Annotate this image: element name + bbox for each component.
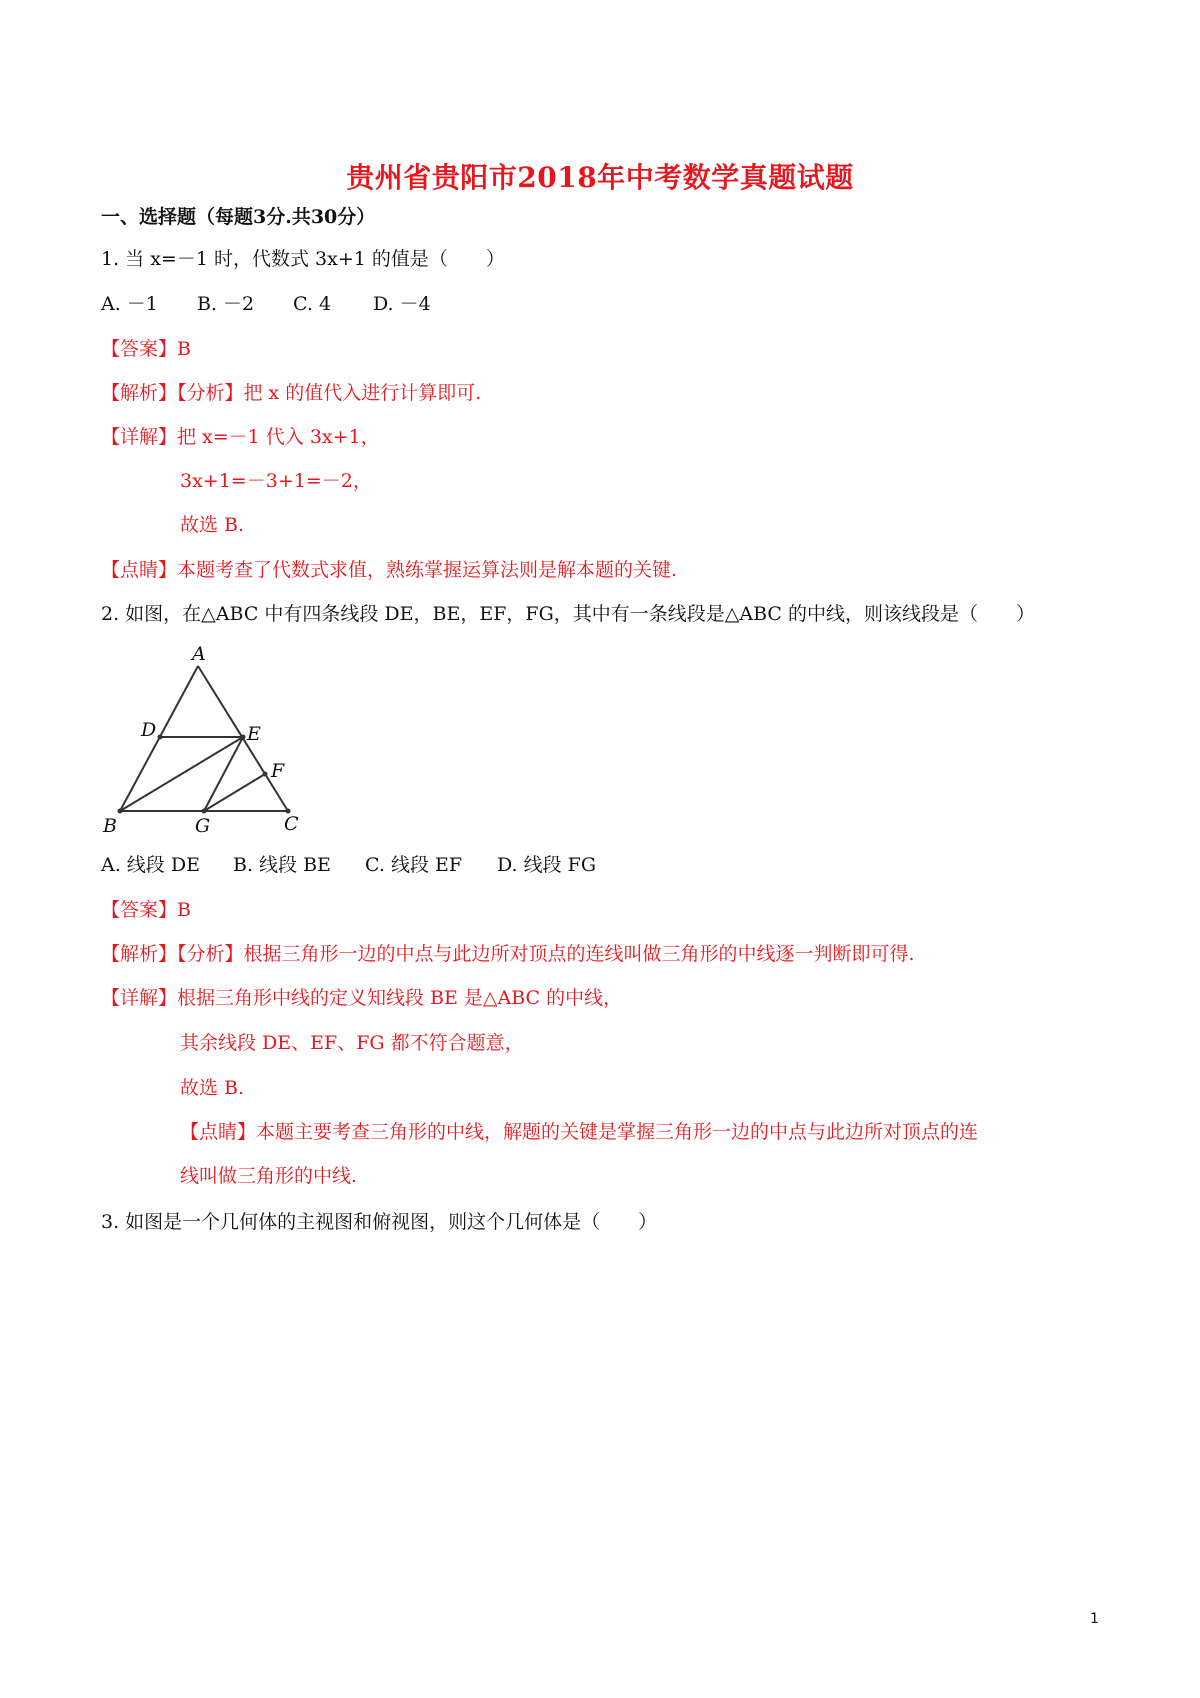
detail-2-line-2: 其余线段 DE、EF、FG 都不符合题意， — [180, 1032, 524, 1054]
detail-2-line-1: 【详解】根据三角形中线的定义知线段 BE 是△ABC 的中线， — [101, 987, 623, 1009]
comment-1: 【点睛】本题考查了代数式求值，熟练掌握运算法则是解本题的关键. — [101, 559, 678, 581]
answer-2: 【答案】B — [101, 899, 191, 921]
option-b: B. 线段 BE — [233, 854, 331, 876]
label-b: B — [103, 815, 117, 837]
question-3: 3. 如图是一个几何体的主视图和俯视图，则这个几何体是（ ） — [101, 1211, 658, 1233]
option-d: D. －4 — [373, 293, 431, 315]
label-d: D — [141, 719, 157, 741]
option-a: A. 线段 DE — [101, 854, 200, 876]
option-b: B. －2 — [197, 293, 255, 315]
detail-1-line-3: 故选 B. — [180, 514, 245, 536]
comment-2-line-2: 线叫做三角形的中线. — [180, 1165, 358, 1187]
label-f: F — [271, 760, 285, 782]
label-a: A — [192, 643, 206, 665]
analysis-1: 【解析】【分析】把 x 的值代入进行计算即可. — [101, 382, 482, 404]
point-b — [118, 809, 123, 814]
page-title: 贵州省贵阳市2018年中考数学真题试题 — [346, 161, 854, 194]
option-a: A. －1 — [101, 293, 158, 315]
label-g: G — [195, 815, 211, 837]
triangle-figure — [103, 640, 308, 840]
point-f — [263, 772, 268, 777]
question-2: 2. 如图，在△ABC 中有四条线段 DE，BE，EF，FG，其中有一条线段是△ABC 的中线，则该线段是（ ） — [101, 603, 1036, 625]
analysis-2: 【解析】【分析】根据三角形一边的中点与此边所对顶点的连线叫做三角形的中线逐一判断即可得. — [101, 943, 915, 965]
option-d: D. 线段 FG — [497, 854, 597, 876]
point-g — [202, 809, 207, 814]
comment-2-line-1: 【点睛】本题主要考查三角形的中线，解题的关键是掌握三角形一边的中点与此边所对顶点的连 — [180, 1121, 979, 1143]
detail-1-line-2: 3x+1=－3+1=－2， — [180, 470, 372, 492]
label-c: C — [284, 813, 299, 835]
point-e — [241, 735, 246, 740]
answer-1: 【答案】B — [101, 338, 191, 360]
question-2-options — [101, 852, 596, 878]
option-c: C. 4 — [293, 293, 332, 315]
detail-2-line-3: 故选 B. — [180, 1077, 245, 1099]
option-c: C. 线段 EF — [365, 854, 463, 876]
detail-1-line-1: 【详解】把 x=－1 代入 3x+1， — [101, 426, 380, 448]
page-number: 1 — [1090, 1611, 1099, 1627]
question-1: 1. 当 x=－1 时，代数式 3x+1 的值是（ ） — [101, 248, 505, 270]
label-e: E — [247, 723, 261, 745]
point-d — [158, 735, 163, 740]
section-heading: 一、选择题（每题3分.共30分） — [101, 206, 376, 228]
question-1-options — [101, 291, 431, 317]
